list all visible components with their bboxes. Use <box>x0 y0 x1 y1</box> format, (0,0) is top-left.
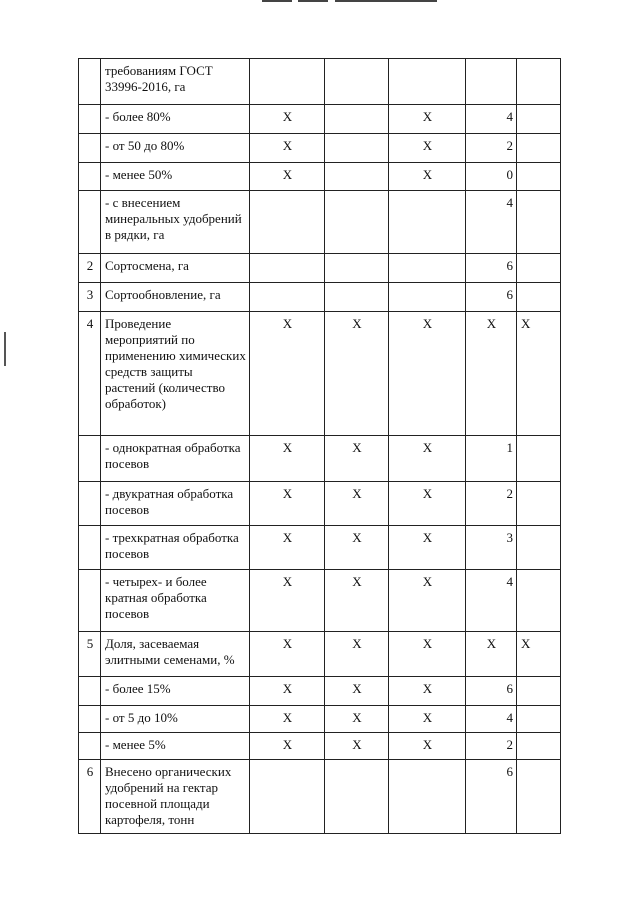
cell-col-3: Х <box>389 482 466 526</box>
cell-col-5 <box>517 134 561 163</box>
cell-col-5 <box>517 436 561 482</box>
cell-score: 3 <box>466 526 517 570</box>
table-row <box>79 526 561 570</box>
cell-col-1: Х <box>250 677 325 706</box>
cell-col-2 <box>325 163 389 191</box>
cell-col-1 <box>250 254 325 283</box>
cell-col-3: Х <box>389 733 466 760</box>
cell-col-1: Х <box>250 312 325 436</box>
cell-col-5 <box>517 482 561 526</box>
top-scan-mark-1 <box>262 0 292 2</box>
cell-score: 2 <box>466 134 517 163</box>
cell-col-3: Х <box>389 436 466 482</box>
row-number: 2 <box>79 254 101 283</box>
cell-col-3: Х <box>389 312 466 436</box>
cell-score: 1 <box>466 436 517 482</box>
cell-col-1: Х <box>250 163 325 191</box>
table-row <box>79 134 561 163</box>
row-description: Сортообновление, га <box>101 283 250 312</box>
cell-col-2 <box>325 105 389 134</box>
row-number <box>79 105 101 134</box>
row-description: Внесено органических удобрений на гектар посевной площади картофеля, тонн <box>101 760 250 834</box>
cell-score <box>466 59 517 105</box>
table-row <box>79 191 561 254</box>
cell-col-2: Х <box>325 632 389 677</box>
table-row <box>79 59 561 105</box>
cell-col-5 <box>517 677 561 706</box>
cell-col-3: Х <box>389 677 466 706</box>
cell-col-3: Х <box>389 632 466 677</box>
cell-col-3: Х <box>389 163 466 191</box>
table-row <box>79 706 561 733</box>
cell-col-1: Х <box>250 482 325 526</box>
cell-col-5 <box>517 59 561 105</box>
cell-col-2: Х <box>325 436 389 482</box>
cell-col-5 <box>517 191 561 254</box>
table-row <box>79 760 561 834</box>
cell-col-3 <box>389 191 466 254</box>
table-row <box>79 632 561 677</box>
cell-col-5 <box>517 105 561 134</box>
cell-col-2 <box>325 134 389 163</box>
cell-col-5 <box>517 570 561 632</box>
cell-col-5 <box>517 526 561 570</box>
row-description: - более 15% <box>101 677 250 706</box>
cell-col-5 <box>517 254 561 283</box>
side-scan-mark <box>4 332 6 366</box>
table-row <box>79 163 561 191</box>
cell-col-5: Х <box>517 632 561 677</box>
row-description: Доля, засеваемая элитными семенами, % <box>101 632 250 677</box>
cell-score: 6 <box>466 283 517 312</box>
row-description: Сортосмена, га <box>101 254 250 283</box>
row-number <box>79 436 101 482</box>
cell-col-1: Х <box>250 134 325 163</box>
cell-score: 4 <box>466 570 517 632</box>
top-scan-mark-3 <box>335 0 437 2</box>
cell-col-1 <box>250 59 325 105</box>
table-row <box>79 733 561 760</box>
table-row <box>79 570 561 632</box>
cell-score: 4 <box>466 706 517 733</box>
cell-col-3: Х <box>389 134 466 163</box>
top-scan-mark-2 <box>298 0 328 2</box>
table-row <box>79 312 561 436</box>
cell-col-2: Х <box>325 482 389 526</box>
cell-col-1: Х <box>250 105 325 134</box>
row-number <box>79 706 101 733</box>
cell-score: Х <box>466 632 517 677</box>
table-row <box>79 436 561 482</box>
cell-score: 4 <box>466 191 517 254</box>
cell-col-3: Х <box>389 526 466 570</box>
row-description: - однократная обработка посевов <box>101 436 250 482</box>
cell-col-1: Х <box>250 733 325 760</box>
row-number: 3 <box>79 283 101 312</box>
cell-col-3: Х <box>389 105 466 134</box>
row-number: 6 <box>79 760 101 834</box>
cell-col-2: Х <box>325 733 389 760</box>
row-description: - двукратная обработка посевов <box>101 482 250 526</box>
cell-score: 2 <box>466 482 517 526</box>
table-row <box>79 283 561 312</box>
row-number: 5 <box>79 632 101 677</box>
row-number <box>79 677 101 706</box>
row-number <box>79 191 101 254</box>
cell-score: 4 <box>466 105 517 134</box>
row-number <box>79 59 101 105</box>
cell-score: 6 <box>466 677 517 706</box>
criteria-table <box>78 58 561 834</box>
cell-col-2: Х <box>325 706 389 733</box>
row-description: Проведение мероприятий по применению химических средств защиты растений (количество обработок) <box>101 312 250 436</box>
row-number <box>79 134 101 163</box>
cell-col-1: Х <box>250 632 325 677</box>
cell-col-3 <box>389 254 466 283</box>
cell-col-3 <box>389 760 466 834</box>
cell-col-1 <box>250 283 325 312</box>
cell-col-2 <box>325 254 389 283</box>
cell-score: Х <box>466 312 517 436</box>
row-description: - менее 50% <box>101 163 250 191</box>
row-description: - четырех- и более кратная обработка посевов <box>101 570 250 632</box>
cell-col-3: Х <box>389 570 466 632</box>
row-number <box>79 163 101 191</box>
row-description: требованиям ГОСТ 33996-2016, га <box>101 59 250 105</box>
cell-score: 6 <box>466 760 517 834</box>
cell-col-5 <box>517 163 561 191</box>
cell-col-2: Х <box>325 677 389 706</box>
cell-col-5 <box>517 283 561 312</box>
cell-col-1 <box>250 760 325 834</box>
cell-col-2 <box>325 59 389 105</box>
row-description: - от 50 до 80% <box>101 134 250 163</box>
cell-score: 0 <box>466 163 517 191</box>
cell-col-2 <box>325 191 389 254</box>
table-row <box>79 105 561 134</box>
row-number <box>79 570 101 632</box>
cell-col-3 <box>389 283 466 312</box>
row-description: - от 5 до 10% <box>101 706 250 733</box>
cell-score: 6 <box>466 254 517 283</box>
cell-col-1: Х <box>250 706 325 733</box>
cell-col-2 <box>325 760 389 834</box>
row-number <box>79 482 101 526</box>
row-number <box>79 733 101 760</box>
row-number <box>79 526 101 570</box>
table-row <box>79 254 561 283</box>
cell-col-1: Х <box>250 436 325 482</box>
cell-col-2: Х <box>325 526 389 570</box>
cell-col-2: Х <box>325 312 389 436</box>
cell-score: 2 <box>466 733 517 760</box>
cell-col-2 <box>325 283 389 312</box>
cell-col-5 <box>517 706 561 733</box>
row-description: - трехкратная обработка посевов <box>101 526 250 570</box>
table-row <box>79 677 561 706</box>
row-description: - с внесением минеральных удобрений в рядки, га <box>101 191 250 254</box>
cell-col-1: Х <box>250 570 325 632</box>
table-row <box>79 482 561 526</box>
cell-col-3 <box>389 59 466 105</box>
cell-col-1: Х <box>250 526 325 570</box>
cell-col-1 <box>250 191 325 254</box>
row-number: 4 <box>79 312 101 436</box>
cell-col-5: Х <box>517 312 561 436</box>
row-description: - более 80% <box>101 105 250 134</box>
cell-col-5 <box>517 733 561 760</box>
cell-col-5 <box>517 760 561 834</box>
row-description: - менее 5% <box>101 733 250 760</box>
cell-col-3: Х <box>389 706 466 733</box>
cell-col-2: Х <box>325 570 389 632</box>
